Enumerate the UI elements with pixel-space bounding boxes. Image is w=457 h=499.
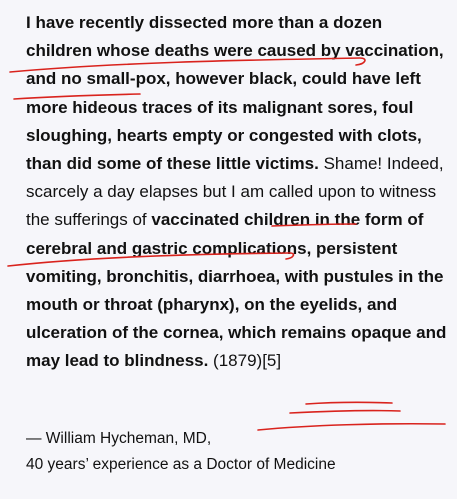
attribution-author: — William Hycheman, MD, (26, 430, 212, 447)
quote-bold-part-1: I have recently dissected more than a dozen children whose deaths were caused by vaccination, and no small-pox, however black, could have left more hideous traces of its malignant sores, foul sloughing, hearts empty or congested with clots, than did some of these little victims. (26, 13, 444, 174)
quote-text (26, 9, 450, 376)
underline-citation-1 (306, 402, 392, 404)
attribution-credential: 40 years’ experience as a Doctor of Medicine (26, 456, 336, 473)
quote-bold-part-2: vaccinated children in the form of cerebral and gastric complications, persistent vomiting, bronchitis, diarrhoea, with pustules in the mouth or throat (pharynx), on the eyelids, and ulceration of the cornea, which remains opaque and may lead to blindness. (26, 210, 447, 371)
quote-citation: (1879)[5] (208, 351, 282, 371)
underline-citation-2 (290, 411, 400, 413)
quote-normal-part-1: Shame! Indeed, scarcely a day elapses but I am called upon to witness the sufferings of (26, 154, 444, 230)
attribution (26, 426, 450, 478)
